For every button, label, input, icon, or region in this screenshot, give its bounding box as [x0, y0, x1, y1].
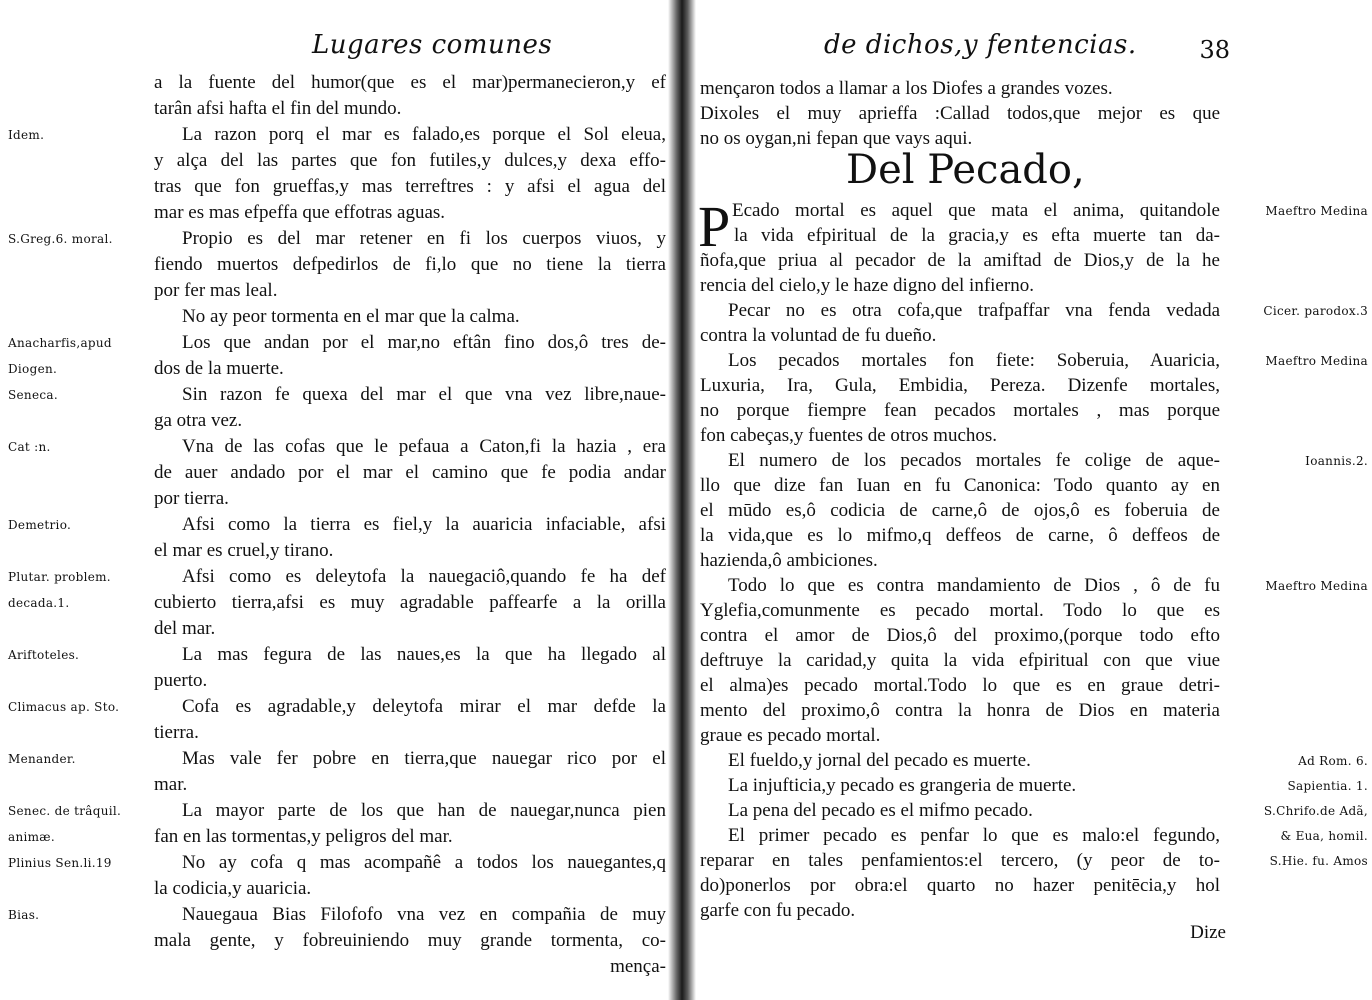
line-text: del mar. [154, 618, 216, 639]
text-line [0, 434, 668, 460]
line-text: mença- [610, 956, 666, 977]
text-line [0, 642, 668, 668]
line-text: a la fuente del humor(que es el mar)permanecieron,y ef [154, 72, 666, 93]
text-line [0, 590, 668, 616]
marginal-citation: Plutar. problem. [8, 570, 111, 584]
marginal-citation: animæ. [8, 830, 55, 844]
text-line [0, 798, 668, 824]
marginal-citation: Demetrio. [8, 518, 72, 532]
text-line [696, 848, 1372, 874]
line-text: de auer andado por el mar el camino que fe podia andar [154, 462, 666, 483]
running-head-left: Lugares comunes [312, 30, 553, 60]
marginal-citation: S.Hie. fu. Amos [1269, 854, 1368, 868]
line-text: No ay peor tormenta en el mar que la calma. [182, 306, 520, 327]
marginal-citation: Maeftro Medina [1265, 204, 1368, 218]
line-text: llo que dize fan Iuan en fu Canonica: Todo quanto ay en [700, 475, 1220, 496]
catchword: Dize [1190, 922, 1226, 943]
line-text: cubierto tierra,afsi es muy agradable paffearfe a la orilla [154, 592, 666, 613]
text-line [0, 824, 668, 850]
line-text: Pecar no es otra cofa,que trafpaffar vna fenda vedada [728, 300, 1220, 321]
text-line [696, 473, 1372, 499]
line-text: fan en las tormentas,y peligros del mar. [154, 826, 453, 847]
line-text: Propio es del mar retener en fi los cuerpos viuos, y [182, 228, 666, 249]
marginal-citation: Cat :n. [8, 440, 51, 454]
text-line [0, 330, 668, 356]
line-text: Sin razon fe quexa del mar el que vna vez libre,naue- [182, 384, 666, 405]
text-line [696, 223, 1372, 249]
page-number: 38 [1199, 36, 1230, 64]
marginal-citation: Bias. [8, 908, 40, 922]
text-line [696, 323, 1372, 349]
line-text: rencia del cielo,y le haze digno del infierno. [700, 275, 1034, 296]
text-line [696, 448, 1372, 474]
text-line [0, 382, 668, 408]
text-line [696, 76, 1372, 102]
line-text: La mayor parte de los que han de nauegar,nunca pien [182, 800, 666, 821]
text-line [0, 486, 668, 512]
line-text: la vida efpiritual de la gracia,y es efta muerte tan da- [734, 225, 1220, 246]
text-line [0, 122, 668, 148]
marginal-citation: decada.1. [8, 596, 70, 610]
text-line [696, 798, 1372, 824]
marginal-citation: Menander. [8, 752, 76, 766]
marginal-citation: Anacharfis,apud [8, 336, 112, 350]
line-text: Yglefia,comunmente es pecado mortal. Todo lo que es [700, 600, 1220, 621]
text-line [696, 623, 1372, 649]
text-line [696, 248, 1372, 274]
line-text: tras que fon grueffas,y mas terreftres : y afsi el agua del [154, 176, 666, 197]
line-text: Mas vale fer pobre en tierra,que nauegar rico por el [182, 748, 666, 769]
text-line [696, 298, 1372, 324]
text-line [696, 498, 1372, 524]
marginal-citation: Seneca. [8, 388, 58, 402]
text-line [696, 648, 1372, 674]
text-line [0, 512, 668, 538]
line-text: Ecado mortal es aquel que mata el anima, quitandole [732, 200, 1220, 221]
line-text: por tierra. [154, 488, 229, 509]
text-line [0, 850, 668, 876]
text-line [0, 694, 668, 720]
text-line [696, 198, 1372, 224]
line-text: ga otra vez. [154, 410, 243, 431]
text-line [0, 772, 668, 798]
line-text: El numero de los pecados mortales fe colige de aque- [728, 450, 1220, 471]
line-text: El primer pecado es penfar lo que es malo:el fegundo, [728, 825, 1220, 846]
line-text: reparar en tales penfamientos:el tercero, (y peor de to- [700, 850, 1220, 871]
line-text: el mar es cruel,y tirano. [154, 540, 334, 561]
left-page [0, 0, 668, 1000]
line-text: No ay cofa q mas acompañê a todos los nauegantes,q [182, 852, 666, 873]
text-line [696, 898, 1372, 924]
text-line [696, 598, 1372, 624]
text-line [0, 356, 668, 382]
line-text: por fer mas leal. [154, 280, 278, 301]
text-line [696, 573, 1372, 599]
marginal-citation: & Eua, homil. [1280, 829, 1368, 843]
line-text: Vna de las cofas que le pefaua a Caton,fi la hazia , era [182, 436, 666, 457]
line-text: La mas fegura de las naues,es la que ha llegado al [182, 644, 666, 665]
text-line [696, 548, 1372, 574]
text-line [696, 673, 1372, 699]
line-text: El fueldo,y jornal del pecado es muerte. [728, 750, 1031, 771]
line-text: mar. [154, 774, 188, 795]
text-line [696, 348, 1372, 374]
line-text: garfe con fu pecado. [700, 900, 856, 921]
marginal-citation: Ioannis.2. [1305, 454, 1368, 468]
line-text: Nauegaua Bias Filofofo vna vez en compañia de muy [182, 904, 666, 925]
text-line [0, 460, 668, 486]
line-text: Afsi como es deleytofa la nauegaciô,quando fe ha def [182, 566, 666, 587]
line-text: el mūdo es,ô codicia de carne,ô de ojos,ô es foberuia de [700, 500, 1220, 521]
marginal-citation: Idem. [8, 128, 45, 142]
line-text: Luxuria, Ira, Gula, Embidia, Pereza. Dizenfe mortales, [700, 375, 1220, 396]
text-line [0, 96, 668, 122]
text-line [696, 748, 1372, 774]
line-text: fiendo muertos defpedirlos de fi,lo que no tiene la tierra [154, 254, 666, 275]
line-text: no porque fiempre fean pecados mortales , mas porque [700, 400, 1220, 421]
text-line [0, 70, 668, 96]
marginal-citation: Diogen. [8, 362, 58, 376]
marginal-citation: S.Chrifo.de Adã, [1263, 804, 1368, 818]
line-text: Dixoles el muy aprieffa :Callad todos,que mejor es que [700, 103, 1220, 124]
text-line [0, 616, 668, 642]
running-head-right: de dichos,y fentencias. [824, 30, 1137, 60]
line-text: mar es mas efpeffa que effotras aguas. [154, 202, 446, 223]
text-line [696, 723, 1372, 749]
line-text: contra la voluntad de fu dueño. [700, 325, 937, 346]
marginal-citation: S.Greg.6. moral. [8, 232, 113, 246]
line-text: La razon porq el mar es falado,es porque el Sol eleua, [182, 124, 666, 145]
book-gutter [668, 0, 696, 1000]
text-line [0, 746, 668, 772]
text-line [696, 101, 1372, 127]
marginal-citation: Climacus ap. Sto. [8, 700, 120, 714]
section-title: Del Pecado, [846, 147, 1085, 193]
line-text: Los que andan por el mar,no eftân fino dos,ô tres de- [182, 332, 666, 353]
line-text: fon cabeças,y fuentes de otros muchos. [700, 425, 998, 446]
text-line [696, 823, 1372, 849]
text-line [0, 226, 668, 252]
line-text: la vida,que es lo mifmo,q deffeos de carne, ô deffeos de [700, 525, 1220, 546]
text-line [0, 954, 668, 980]
line-text: La pena del pecado es el mifmo pecado. [728, 800, 1033, 821]
text-line [0, 902, 668, 928]
line-text: puerto. [154, 670, 208, 691]
line-text: graue es pecado mortal. [700, 725, 881, 746]
marginal-citation: Ariftoteles. [8, 648, 80, 662]
text-line [696, 398, 1372, 424]
text-line [0, 928, 668, 954]
text-line [0, 200, 668, 226]
line-text: no os oygan,ni fepan que vays aqui. [700, 128, 973, 149]
text-line [696, 698, 1372, 724]
text-line [0, 252, 668, 278]
text-line [0, 408, 668, 434]
text-line [0, 668, 668, 694]
line-text: La injufticia,y pecado es grangeria de muerte. [728, 775, 1077, 796]
line-text: mençaron todos a llamar a los Diofes a grandes vozes. [700, 78, 1113, 99]
text-line [0, 564, 668, 590]
line-text: el alma)es pecado mortal.Todo lo que es en graue detri- [700, 675, 1220, 696]
line-text: do)ponerlos por obra:el quarto no hazer penitēcia,y hol [700, 875, 1220, 896]
drop-cap: P [698, 194, 731, 259]
marginal-citation: Sapientia. 1. [1287, 779, 1368, 793]
line-text: Afsi como la tierra es fiel,y la auaricia infaciable, afsi [182, 514, 666, 535]
marginal-citation: Cicer. parodox.3 [1263, 304, 1368, 318]
line-text: tierra. [154, 722, 199, 743]
text-line [696, 273, 1372, 299]
marginal-citation: Maeftro Medina [1265, 579, 1368, 593]
line-text: ñofa,que priua al pecador de la amiftad de Dios,y de la he [700, 250, 1220, 271]
text-line [0, 148, 668, 174]
line-text: deftruye la caridad,y quita la vida efpiritual con que viue [700, 650, 1220, 671]
text-line [696, 773, 1372, 799]
marginal-citation: Plinius Sen.li.19 [8, 856, 112, 870]
line-text: hazienda,ô ambiciones. [700, 550, 878, 571]
line-text: Cofa es agradable,y deleytofa mirar el mar defde la [182, 696, 666, 717]
text-line [696, 423, 1372, 449]
line-text: contra el amor de Dios,ô del proximo,(porque todo efto [700, 625, 1220, 646]
text-line [0, 174, 668, 200]
marginal-citation: Maeftro Medina [1265, 354, 1368, 368]
line-text: mala gente, y fobreuiniendo muy grande tormenta, co- [154, 930, 666, 951]
line-text: dos de la muerte. [154, 358, 284, 379]
marginal-citation: Ad Rom. 6. [1298, 754, 1368, 768]
text-line [0, 278, 668, 304]
text-line [0, 304, 668, 330]
text-line [696, 373, 1372, 399]
marginal-citation: Senec. de trâquil. [8, 804, 122, 818]
text-line [0, 538, 668, 564]
line-text: Todo lo que es contra mandamiento de Dios , ô de fu [728, 575, 1220, 596]
text-line [696, 523, 1372, 549]
text-line [0, 720, 668, 746]
line-text: mento del proximo,ô contra la honra de Dios en materia [700, 700, 1220, 721]
line-text: Los pecados mortales fon fiete: Soberuia, Auaricia, [728, 350, 1220, 371]
line-text: la codicia,y auaricia. [154, 878, 312, 899]
line-text: y alça del las partes que fon futiles,y dulces,y dexa effo- [154, 150, 666, 171]
line-text: tarân afsi hafta el fin del mundo. [154, 98, 402, 119]
right-page [696, 0, 1372, 1000]
text-line [696, 873, 1372, 899]
text-line [0, 876, 668, 902]
